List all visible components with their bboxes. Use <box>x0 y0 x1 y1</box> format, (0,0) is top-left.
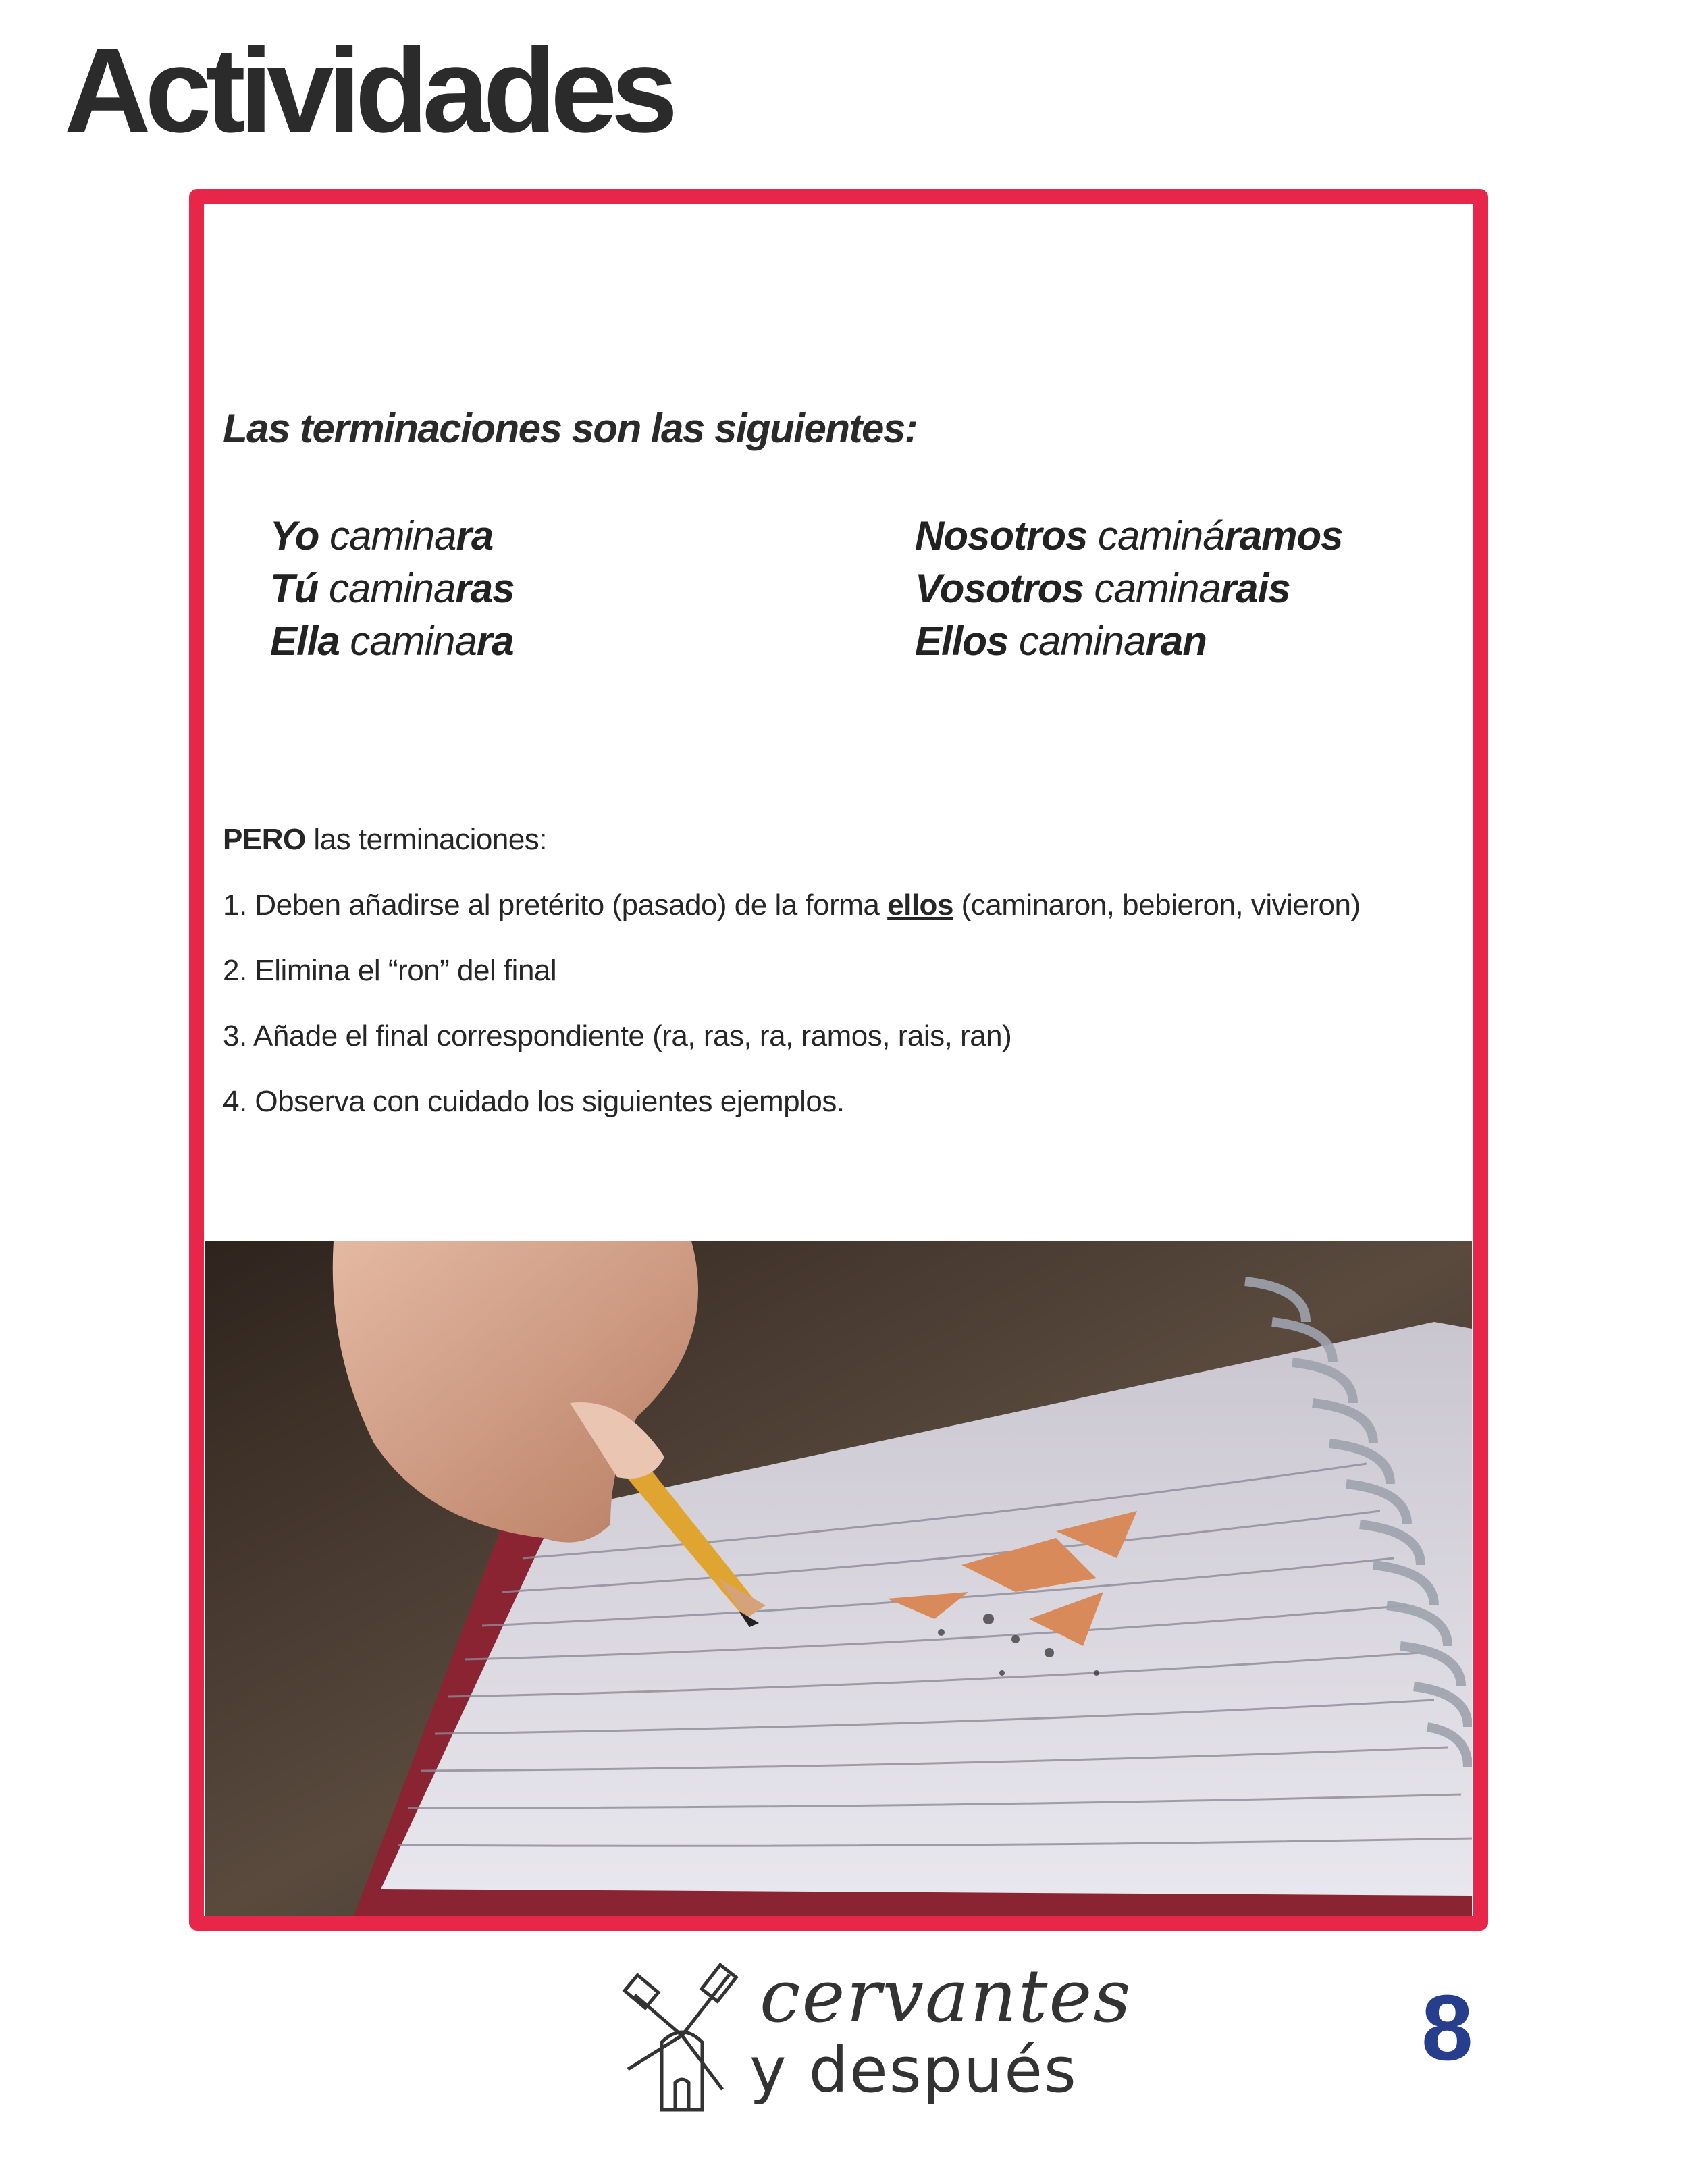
conjugation-ellos: Ellos caminaran <box>915 618 1207 664</box>
rules-list <box>223 807 1361 1134</box>
rule-item-2: 2. Elimina el “ron” del final <box>223 954 557 987</box>
rule-item-1: 1. Deben añadirse al pretérito (pasado) de la forma ellos (caminaron, bebieron, vivieron) <box>223 888 1361 922</box>
page-number: 8 <box>1421 1976 1473 2080</box>
conjugation-ella: Ella caminara <box>270 618 514 664</box>
notebook-pencil-photo <box>205 1241 1472 1916</box>
page-title: Actividades <box>64 23 672 157</box>
logo-line-1: cervantes <box>760 1954 1132 2039</box>
conjugation-tu: Tú caminaras <box>270 566 515 611</box>
rule-item-4: 4. Observa con cuidado los siguientes ejemplos. <box>223 1085 845 1118</box>
endings-heading: Las terminaciones son las siguientes: <box>223 406 918 451</box>
conjugation-column-singular <box>270 510 515 668</box>
windmill-icon <box>621 1954 743 2116</box>
cervantes-logo <box>621 1954 1132 2116</box>
rule-item-3: 3. Añade el final correspondiente (ra, ras, ra, ramos, rais, ran) <box>223 1019 1012 1053</box>
logo-line-2: y después <box>749 2034 1078 2106</box>
conjugation-yo: Yo caminara <box>270 513 494 558</box>
conjugation-nosotros: Nosotros camináramos <box>915 513 1343 558</box>
rules-intro: PERO las terminaciones: <box>223 823 548 856</box>
conjugation-vosotros: Vosotros caminarais <box>915 566 1290 611</box>
conjugation-column-plural <box>915 510 1343 668</box>
